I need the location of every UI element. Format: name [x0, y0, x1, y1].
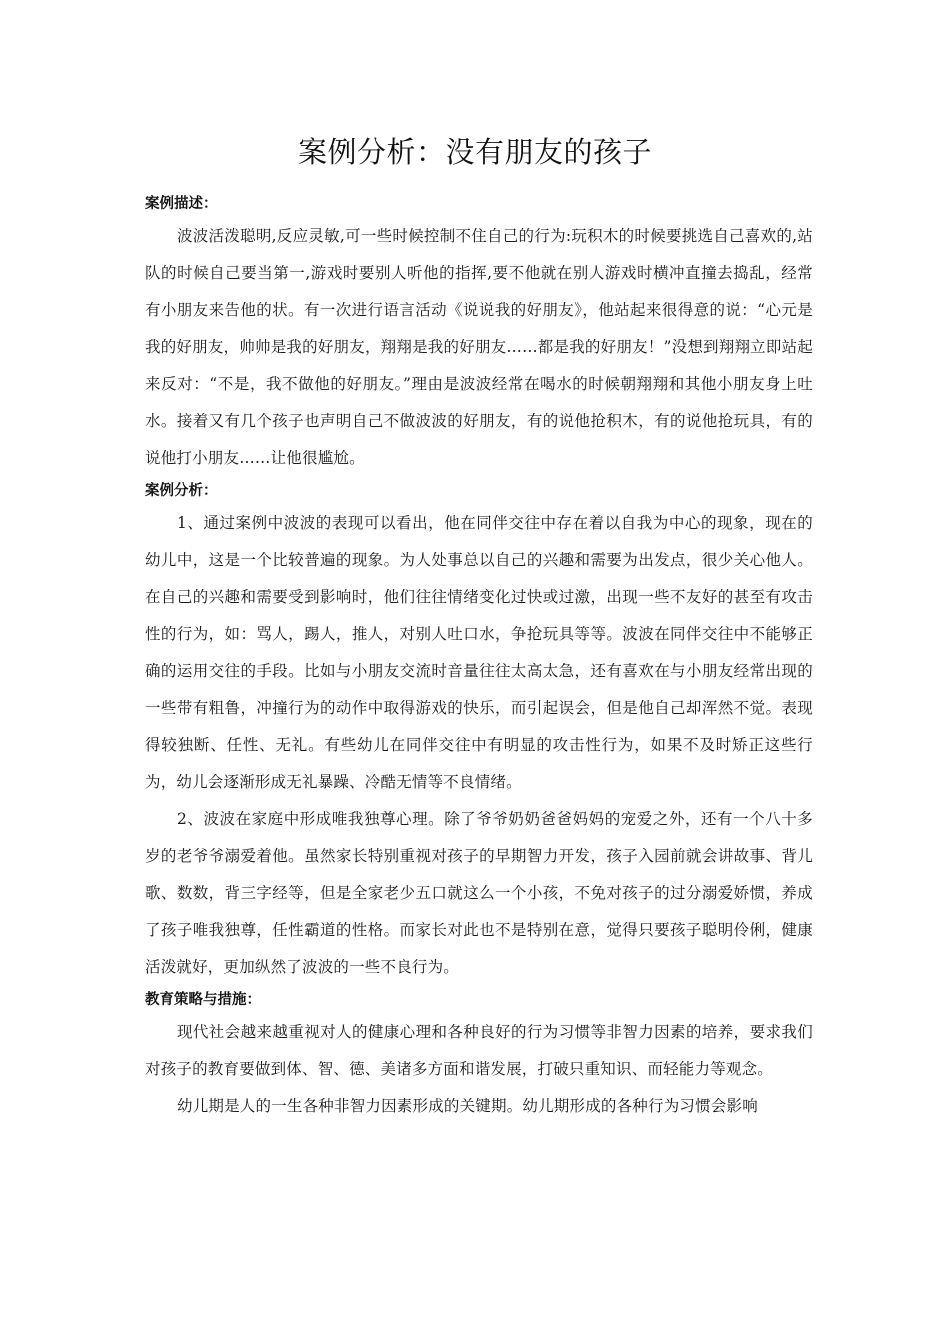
paragraph: 幼儿期是人的一生各种非智力因素形成的关键期。幼儿期形成的各种行为习惯会影响	[177, 1097, 758, 1115]
section-heading: 教育策略与措施：	[145, 992, 261, 1008]
paragraph: 现代社会越来越重视对人的健康心理和各种良好的行为习惯等非智力因素的培养，要求我们对孩子的教育要做到体、智、德、美诸多方面和谐发展，打破只重知识、而轻能力等观念。	[145, 1023, 813, 1078]
section-heading: 案例描述：	[145, 196, 218, 212]
paragraph: 2、波波在家庭中形成唯我独尊心理。除了爷爷奶奶爸爸妈妈的宠爱之外，还有一个八十多岁的老爷爷溺爱着他。虽然家长特别重视对孩子的早期智力开发，孩子入园前就会讲故事、背儿歌、数数，背三字经等，但是全家老少五口就这么一个小孩，不免对孩子的过分溺爱娇惯，养成了孩子唯我独尊，任性霸道的性格。而家长对此也不是特别在意，觉得只要孩子聪明伶俐，健康活泼就好，更加纵然了波波的一些不良行为。	[145, 810, 813, 976]
section-case-description	[145, 190, 813, 477]
document-body	[145, 190, 813, 1125]
paragraph: 1、通过案例中波波的表现可以看出，他在同伴交往中存在着以自我为中心的现象，现在的幼儿中，这是一个比较普遍的现象。为人处事总以自己的兴趣和需要为出发点，很少关心他人。在自己的兴趣和需要受到影响时，他们往往情绪变化过快或过激，出现一些不友好的甚至有攻击性的行为，如：骂人，踢人，推人，对别人吐口水，争抢玩具等等。波波在同伴交往中不能够正确的运用交往的手段。比如与小朋友交流时音量往往太高太急，还有喜欢在与小朋友经常出现的一些带有粗鲁，冲撞行为的动作中取得游戏的快乐，而引起误会，但是他自己却浑然不觉。表现得较独断、任性、无礼。有些幼儿在同伴交往中有明显的攻击性行为，如果不及时矫正这些行为，幼儿会逐渐形成无礼暴躁、冷酷无情等不良情绪。	[145, 514, 813, 791]
section-heading: 案例分析：	[145, 483, 218, 499]
section-education-strategy	[145, 986, 813, 1125]
section-case-analysis	[145, 477, 813, 986]
document-title: 案例分析：没有朋友的孩子	[297, 135, 652, 169]
paragraph: 波波活泼聪明,反应灵敏,可一些时候控制不住自己的行为:玩积木的时候要挑选自己喜欢的,站队的时候自己要当第一,游戏时要别人听他的指挥,要不他就在别人游戏时横冲直撞去捣乱，经常有小朋友来告他的状。有一次进行语言活动《说说我的好朋友》，他站起来很得意的说：“心元是我的好朋友，帅帅是我的好朋友，翔翔是我的好朋友……都是我的好朋友！”没想到翔翔立即站起来反对：“不是，我不做他的好朋友。”理由是波波经常在喝水的时候朝翔翔和其他小朋友身上吐水。接着又有几个孩子也声明自己不做波波的好朋友，有的说他抢积木，有的说他抢玩具，有的说他打小朋友……让他很尴尬。	[145, 227, 813, 467]
